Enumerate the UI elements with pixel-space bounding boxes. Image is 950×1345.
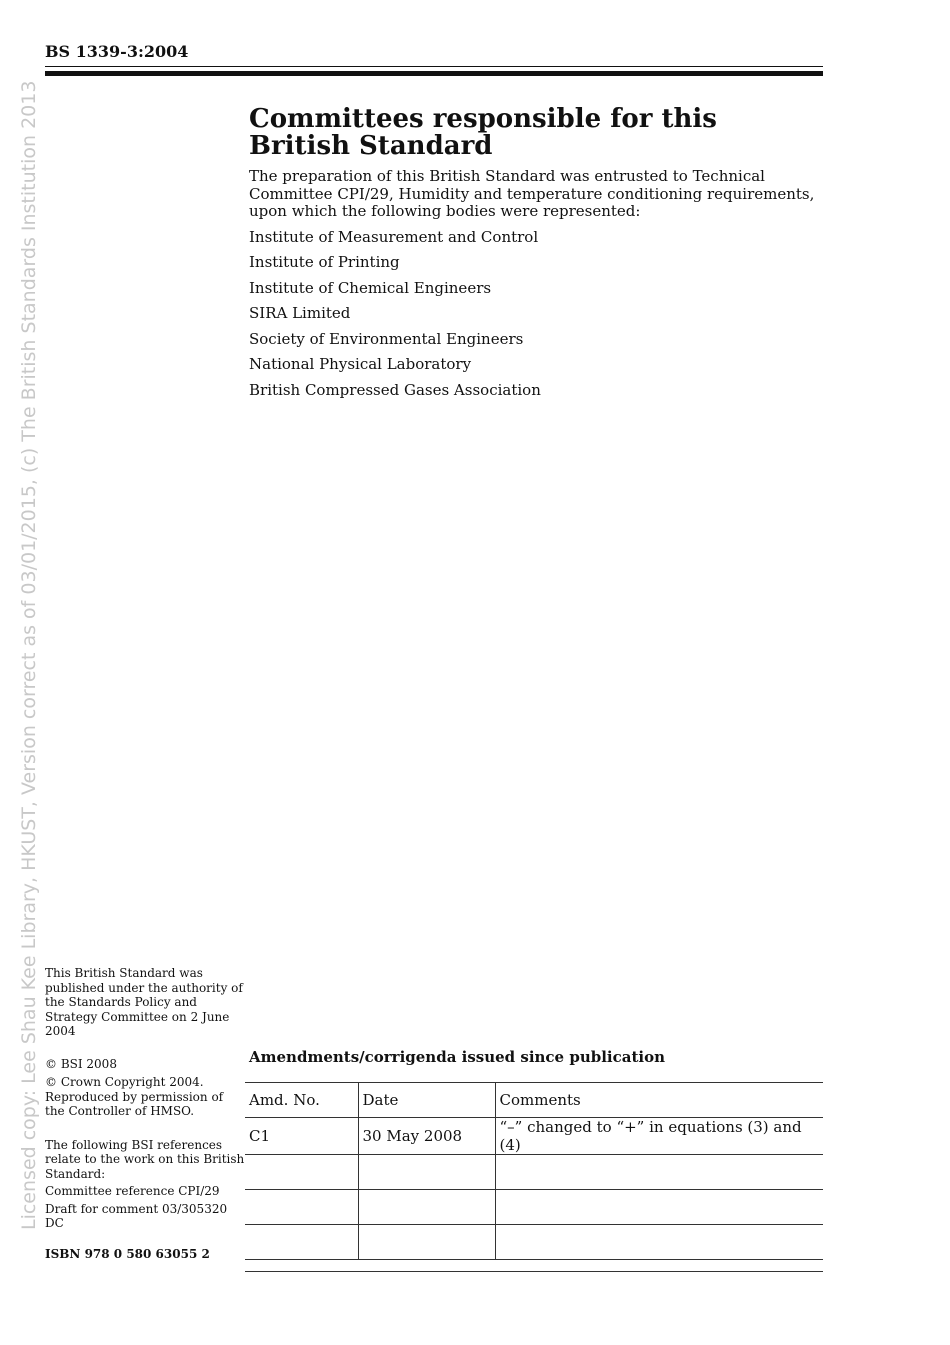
amd-no-cell: C1 xyxy=(245,1118,358,1155)
amendments-table xyxy=(245,1082,823,1260)
standard-number: BS 1339-3:2004 xyxy=(45,42,189,61)
isbn: ISBN 978 0 580 63055 2 xyxy=(45,1247,210,1261)
heading-line-2: British Standard xyxy=(249,131,493,161)
references-note: The following BSI references relate to the work on this British Standard: xyxy=(45,1137,245,1181)
date-cell xyxy=(358,1190,495,1225)
date-cell xyxy=(358,1225,495,1260)
table-header-row xyxy=(245,1083,823,1118)
column-header-comments: Comments xyxy=(495,1083,823,1118)
comments-cell xyxy=(495,1190,823,1225)
comments-cell xyxy=(495,1225,823,1260)
committee-reference: Committee reference CPI/29 xyxy=(45,1184,220,1198)
member-item: Institute of Printing xyxy=(249,253,400,271)
bottom-rule xyxy=(245,1271,823,1272)
member-item: Institute of Measurement and Control xyxy=(249,227,539,246)
column-header-amd-no: Amd. No. xyxy=(245,1083,358,1118)
date-cell xyxy=(358,1155,495,1190)
header-rule-thin xyxy=(45,66,823,67)
authority-note: This British Standard was published under the authority of the Standards Policy and Strategy Committee on 2 June 2004 xyxy=(45,966,243,1038)
member-list xyxy=(249,225,824,404)
amd-no-cell xyxy=(245,1190,358,1225)
heading-line-1: Committees responsible for this xyxy=(249,104,717,134)
table-row xyxy=(245,1118,823,1155)
committees-heading xyxy=(249,106,824,160)
crown-copyright: © Crown Copyright 2004. Reproduced by permission of the Controller of HMSO. xyxy=(45,1075,224,1118)
member-item: SIRA Limited xyxy=(249,304,351,322)
draft-reference: Draft for comment 03/305320 DC xyxy=(45,1201,228,1230)
committees-intro: The preparation of this British Standard was entrusted to Technical Committee CPI/29, Humidity and temperature conditioning requirements, upon which the following bodies were represented: xyxy=(249,167,815,220)
publication-sidebar xyxy=(45,966,245,1231)
member-item: British Compressed Gases Association xyxy=(249,380,541,399)
table-row xyxy=(245,1225,823,1260)
committees-section xyxy=(249,106,824,403)
comments-cell xyxy=(495,1155,823,1190)
table-row xyxy=(245,1155,823,1190)
member-item: Society of Environmental Engineers xyxy=(249,329,524,348)
table-row xyxy=(245,1190,823,1225)
amd-no-cell xyxy=(245,1155,358,1190)
amendments-title: Amendments/corrigenda issued since publication xyxy=(249,1048,665,1066)
bsi-copyright: © BSI 2008 xyxy=(45,1056,117,1071)
member-item: Institute of Chemical Engineers xyxy=(249,278,492,297)
date-cell: 30 May 2008 xyxy=(358,1118,495,1155)
member-item: National Physical Laboratory xyxy=(249,355,472,373)
column-header-date: Date xyxy=(358,1083,495,1118)
license-watermark: Licensed copy: Lee Shau Kee Library, HKUST, Version correct as of 03/01/2015, (c) The British Standards Institution 2013 xyxy=(18,80,40,1230)
header-rule-thick xyxy=(45,71,823,76)
amd-no-cell xyxy=(245,1225,358,1260)
comments-cell: “–” changed to “+” in equations (3) and (4) xyxy=(495,1118,823,1155)
